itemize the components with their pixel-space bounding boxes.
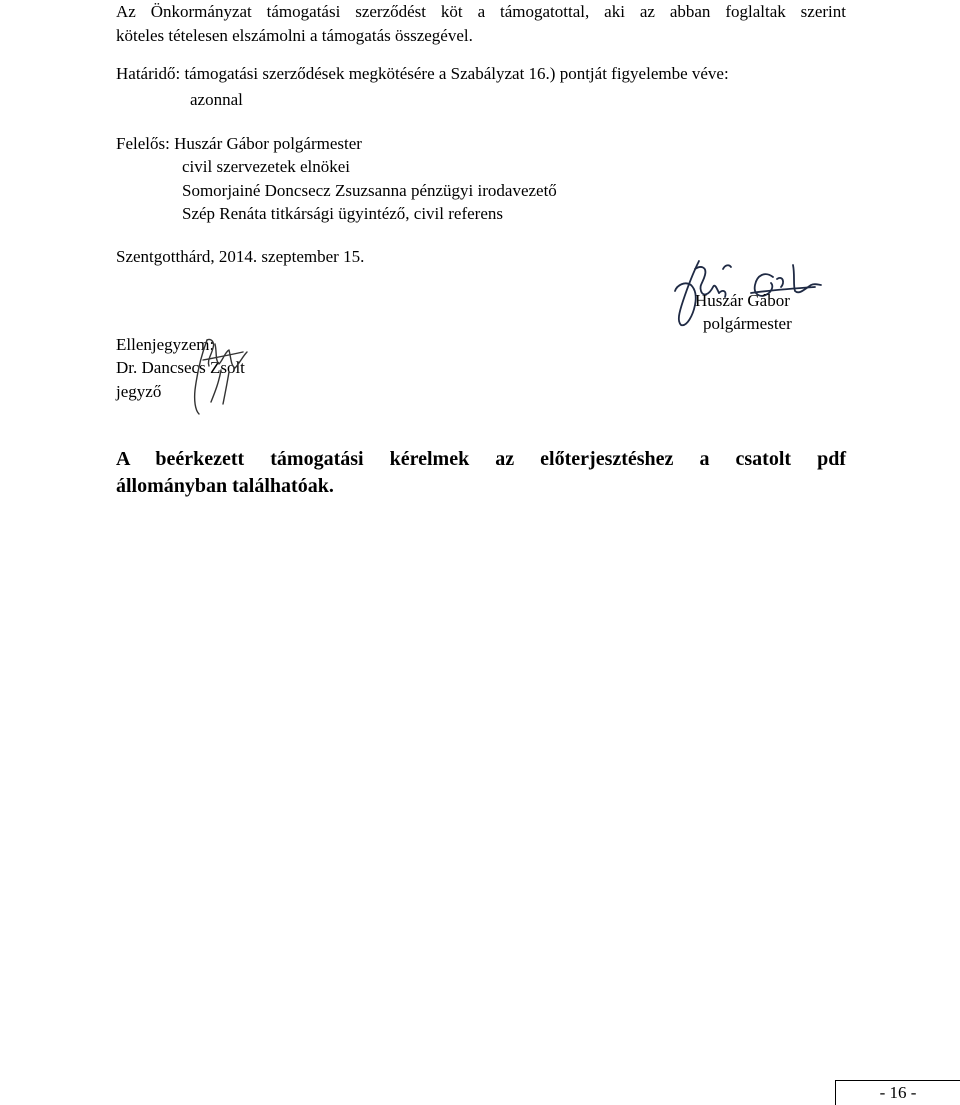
responsible-line: Felelős: Huszár Gábor polgármester — [116, 134, 362, 153]
deadline-value: azonnal — [190, 90, 243, 109]
countersign-name: Dr. Dancsecs Zsolt — [116, 358, 245, 377]
intro-line-2: köteles tételesen elszámolni a támogatás összegével. — [116, 26, 473, 45]
closing-line-1: A beérkezett támogatási kérelmek az előterjesztéshez a csatolt pdf — [116, 448, 846, 470]
closing-statement — [116, 446, 846, 500]
page-number: - 16 - — [835, 1080, 960, 1105]
place-date: Szentgotthárd, 2014. szeptember 15. — [116, 247, 365, 266]
mayor-title: polgármester — [703, 314, 792, 333]
deadline-line: Határidő: támogatási szerződések megkötésére a Szabályzat 16.) pontját figyelembe véve: — [116, 64, 729, 83]
responsible-item: civil szervezetek elnökei — [182, 157, 351, 176]
notary-signature — [185, 330, 265, 420]
intro-line-1: Az Önkormányzat támogatási szerződést köt a támogatottal, aki az abban foglaltak szerint — [116, 2, 846, 21]
closing-line-2: állományban találhatóak. — [116, 475, 334, 497]
mayor-name: Huszár Gábor — [695, 291, 790, 310]
responsible-item: Somorjainé Doncsecz Zsuzsanna pénzügyi irodavezető — [182, 181, 557, 200]
responsible-item: Szép Renáta titkársági ügyintéző, civil referens — [182, 204, 503, 223]
intro-paragraph — [116, 0, 846, 48]
countersign-label: Ellenjegyzem: — [116, 335, 215, 354]
countersign-title: jegyző — [116, 382, 162, 401]
